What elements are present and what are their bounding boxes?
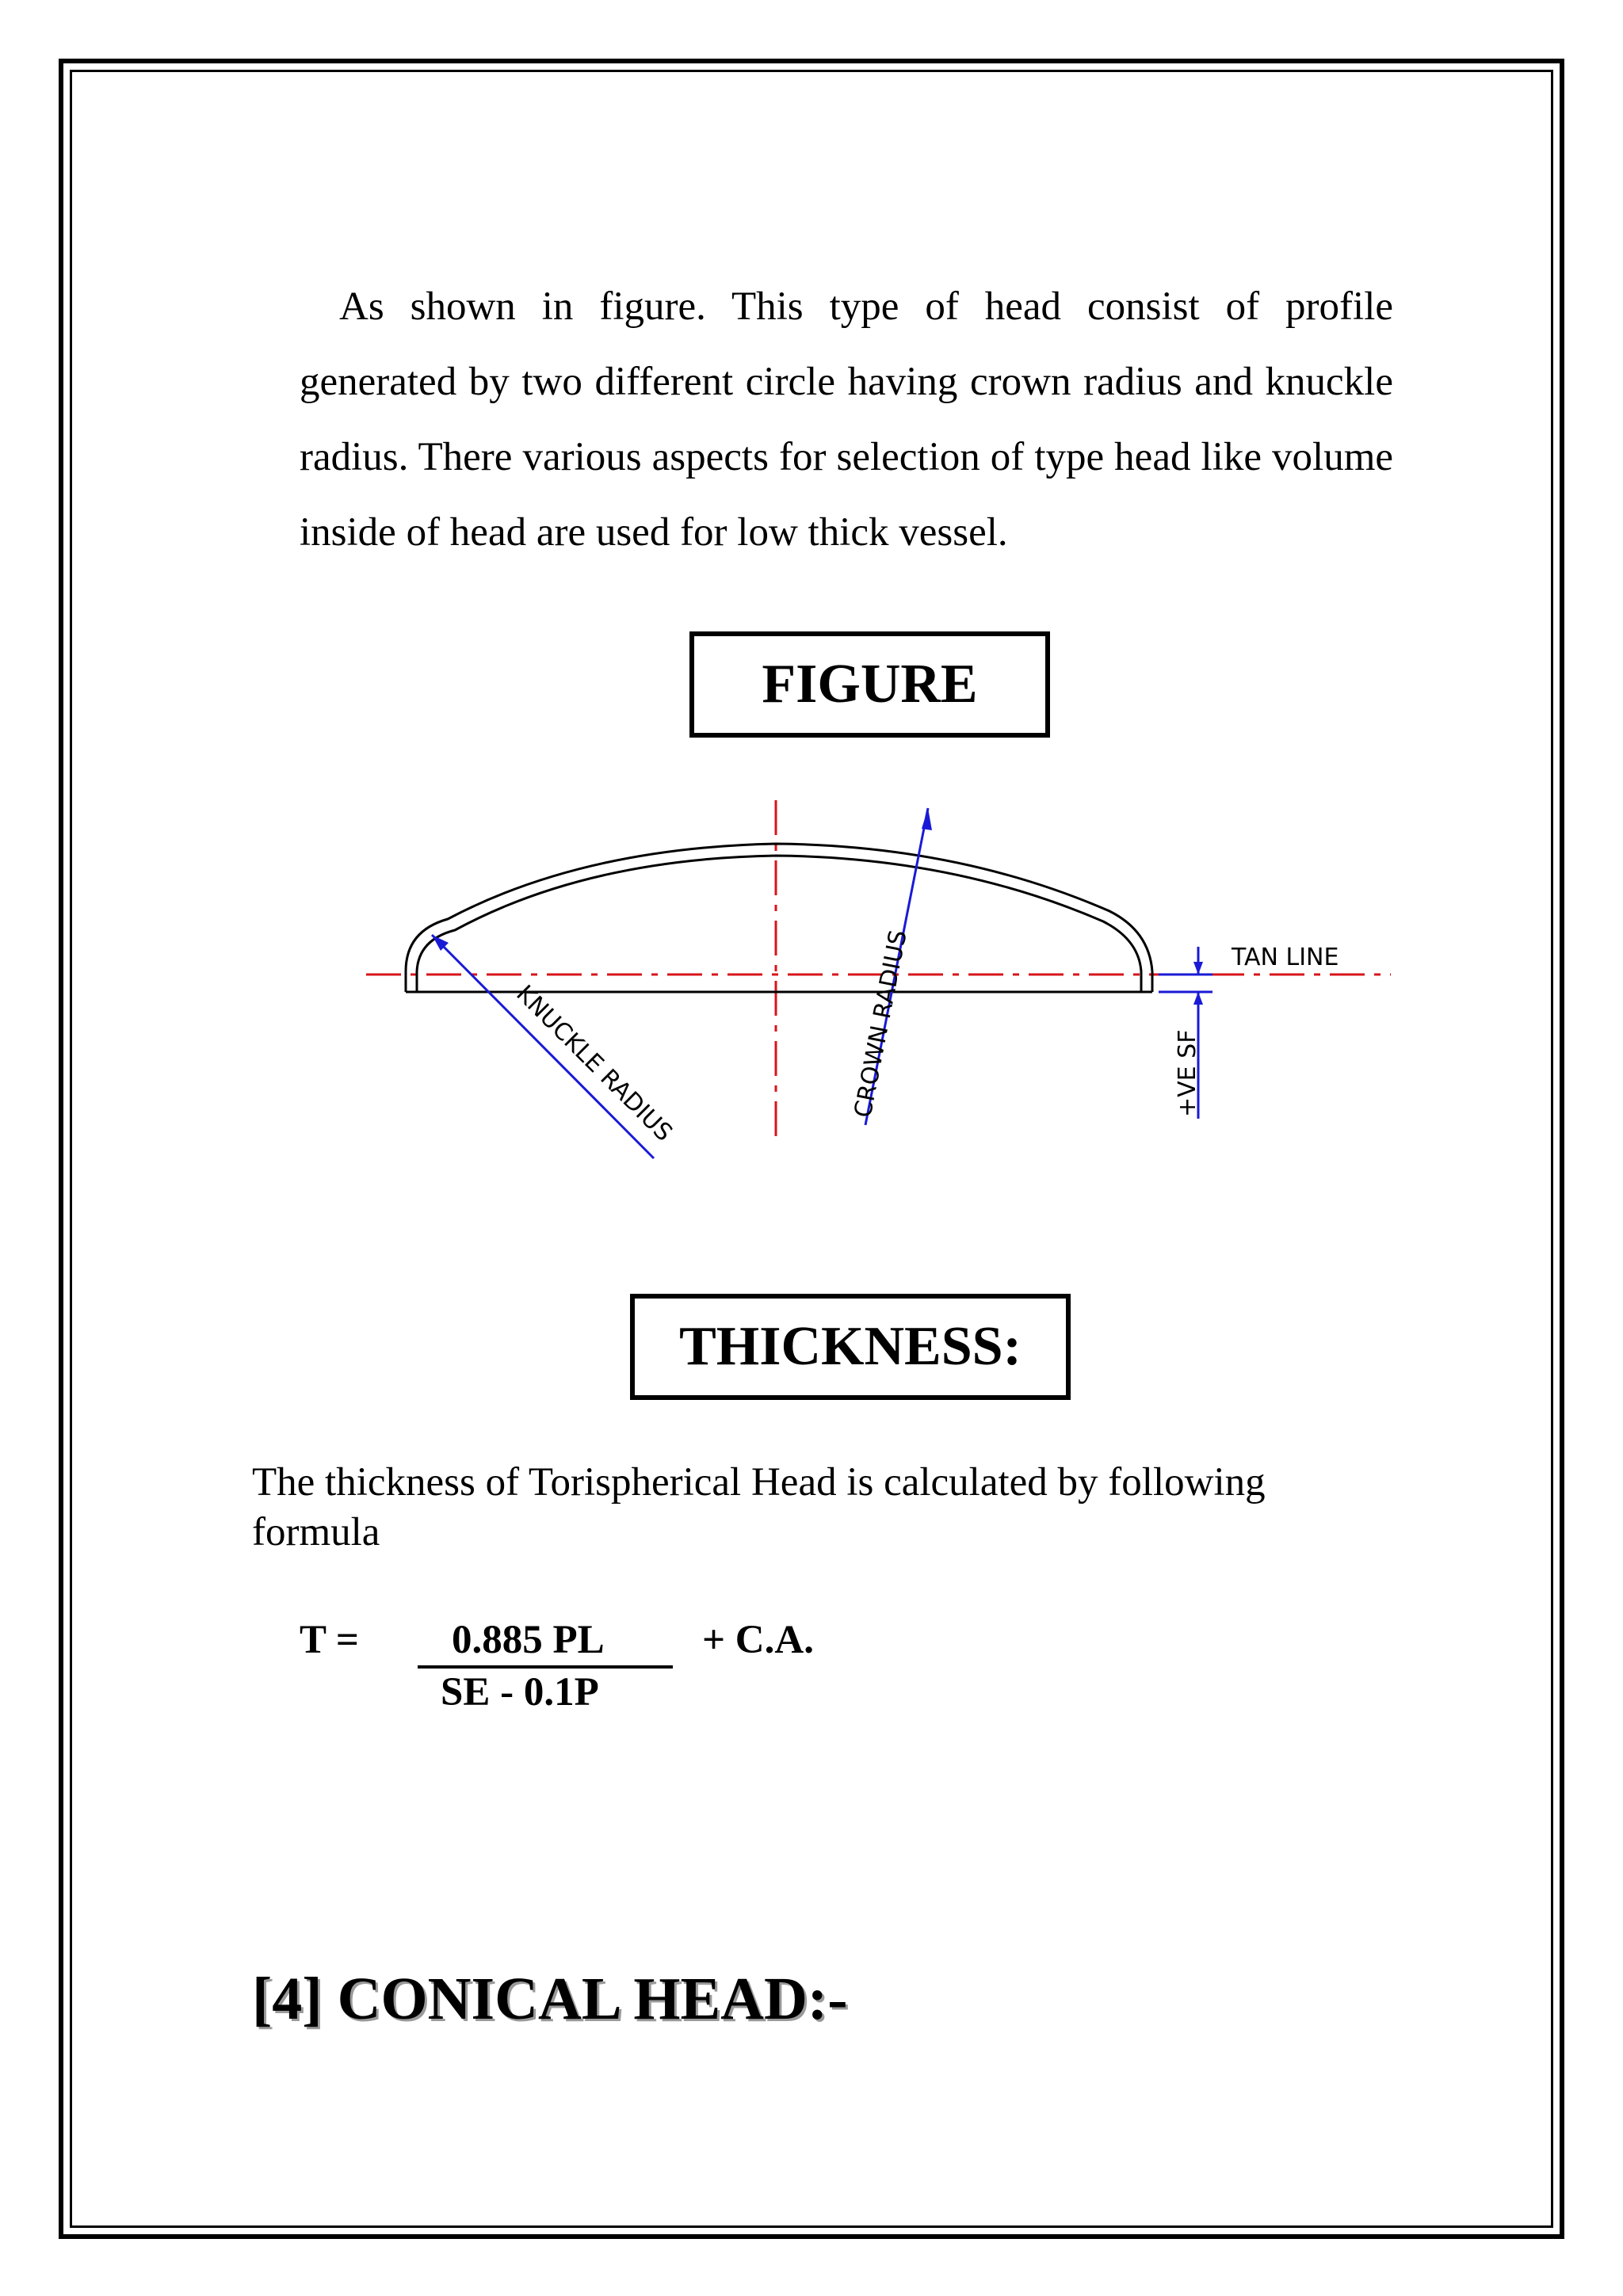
head-outer-profile	[406, 844, 1152, 992]
tan-line-label: TAN LINE	[1232, 944, 1339, 971]
formula-denominator: SE - 0.1P	[441, 1670, 599, 1714]
sf-arrow-bottom	[1193, 992, 1203, 1005]
head-inner-profile	[417, 856, 1141, 992]
knuckle-radius-line	[432, 935, 654, 1158]
formula-lhs: T =	[300, 1618, 359, 1662]
figure-heading: FIGURE	[689, 631, 1050, 738]
straight-flange-label: +VE SF	[1174, 1029, 1201, 1117]
crown-radius-label: CROWN RADIUS	[849, 928, 913, 1120]
intro-paragraph: As shown in figure. This type of head consist of profile generated by two different circle having crown radius and knuckle radius. There various aspects for selection of type head like volume inside of head are used for low thick vessel.	[300, 284, 1393, 555]
knuckle-radius-label: KNUCKLE RADIUS	[510, 979, 678, 1147]
formula-allowance: + C.A.	[702, 1618, 814, 1662]
thickness-description: The thickness of Torispherical Head is calculated by following formula	[252, 1460, 1266, 1554]
torispherical-head-figure	[349, 784, 1411, 1173]
thickness-heading: THICKNESS:	[630, 1294, 1071, 1400]
conical-head-section-heading: [4] CONICAL HEAD:-	[252, 1966, 848, 2032]
sf-arrow-top	[1193, 962, 1203, 974]
formula-numerator: 0.885 PL	[452, 1618, 605, 1662]
